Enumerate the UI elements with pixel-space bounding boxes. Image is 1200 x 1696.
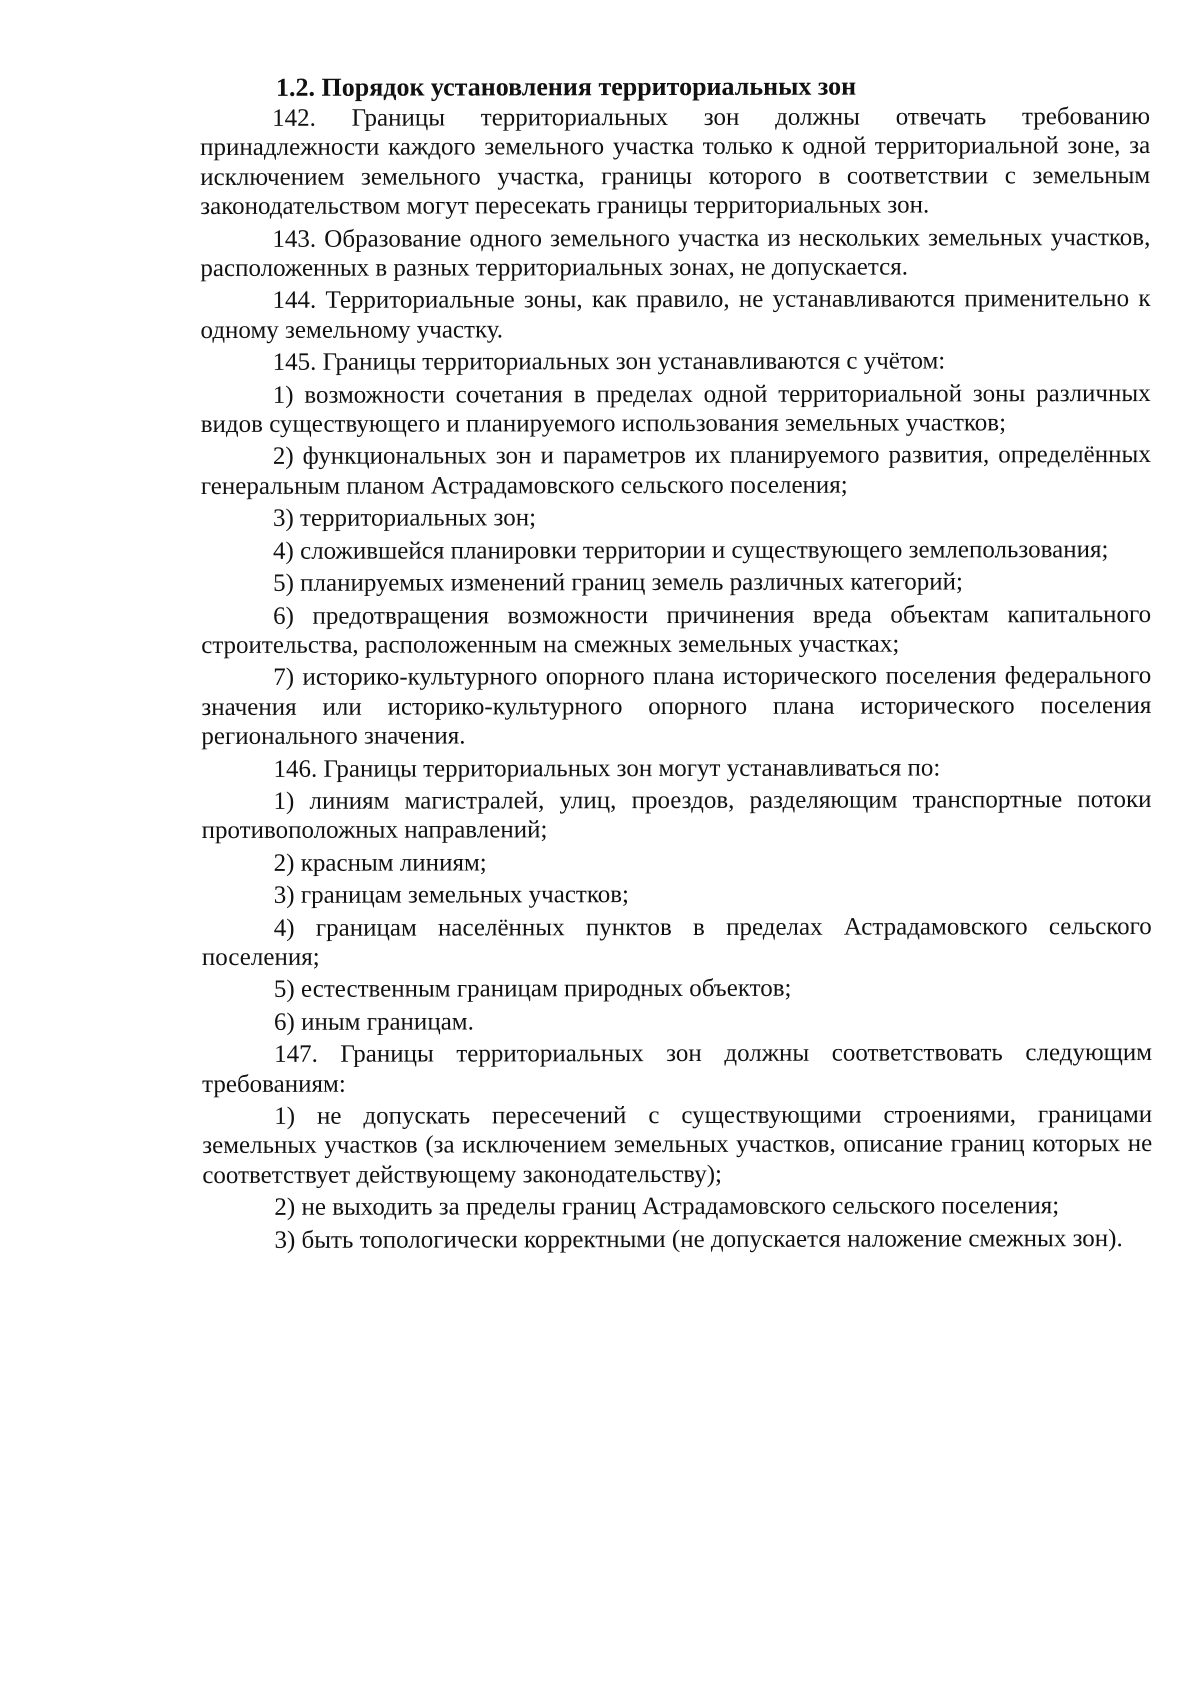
paragraph: 145. Границы территориальных зон устанавливаются с учётом: xyxy=(272,347,946,377)
paragraph: 1) возможности сочетания в пределах одной территориальной зоны различных видов существующего и планируемого использования земельных участков; xyxy=(200,379,1151,439)
paragraph: 142. Границы территориальных зон должны отвечать требованию принадлежности каждого земельного участка только к одной территориальной зоне, за исключением земельного участка, границы которого в соответствии с земельным законодательством могут пересекать границы территориальных зон. xyxy=(200,103,1151,221)
paragraph: 1) не допускать пересечений с существующими строениями, границами земельных участков (за исключением земельных участков, описание границ которых не соответствует действующему законодательству); xyxy=(202,1101,1153,1189)
paragraph: 6) предотвращения возможности причинения вреда объектам капитального строительства, расположенным на смежных земельных участках; xyxy=(201,600,1152,659)
paragraph: 2) красным линиям; xyxy=(273,849,487,877)
paragraph-list xyxy=(200,102,1152,1255)
paragraph: 7) историко-культурного опорного плана исторического поселения федерального значения или историко-культурного опорного плана исторического поселения регионального значения. xyxy=(201,662,1152,751)
paragraph: 3) быть топологически корректными (не допускается наложение смежных зон). xyxy=(274,1224,1123,1254)
paragraph: 4) границам населённых пунктов в пределах Астрадамовского сельского поселения; xyxy=(201,912,1152,971)
paragraph: 3) границам земельных участков; xyxy=(273,881,630,910)
paragraph: 146. Границы территориальных зон могут устанавливаться по: xyxy=(273,753,941,783)
paragraph: 6) иным границам. xyxy=(273,1008,474,1036)
paragraph: 147. Границы территориальных зон должны соответствовать следующим требованиям: xyxy=(202,1039,1153,1098)
paragraph: 4) сложившейся планировки территории и существующего землепользования; xyxy=(272,535,1109,565)
paragraph: 5) планируемых изменений границ земель различных категорий; xyxy=(273,568,964,597)
document-body xyxy=(200,70,1152,1258)
paragraph: 2) не выходить за пределы границ Астрадамовского сельского поселения; xyxy=(274,1192,1060,1222)
paragraph: 144. Территориальные зоны, как правило, не устанавливаются применительно к одному земельному участку. xyxy=(200,285,1151,344)
paragraph: 3) территориальных зон; xyxy=(272,504,537,533)
paragraph: 2) функциональных зон и параметров их планируемого развития, определённых генеральным планом Астрадамовского сельского поселения; xyxy=(200,441,1151,500)
section-heading: 1.2. Порядок установления территориальных зон xyxy=(276,71,857,102)
paragraph: 1) линиям магистралей, улиц, проездов, разделяющим транспортные потоки противоположных направлений; xyxy=(201,785,1152,845)
paragraph: 5) естественным границам природных объектов; xyxy=(273,975,792,1004)
paragraph: 143. Образование одного земельного участка из нескольких земельных участков, расположенных в разных территориальных зонах, не допускается. xyxy=(200,223,1151,283)
